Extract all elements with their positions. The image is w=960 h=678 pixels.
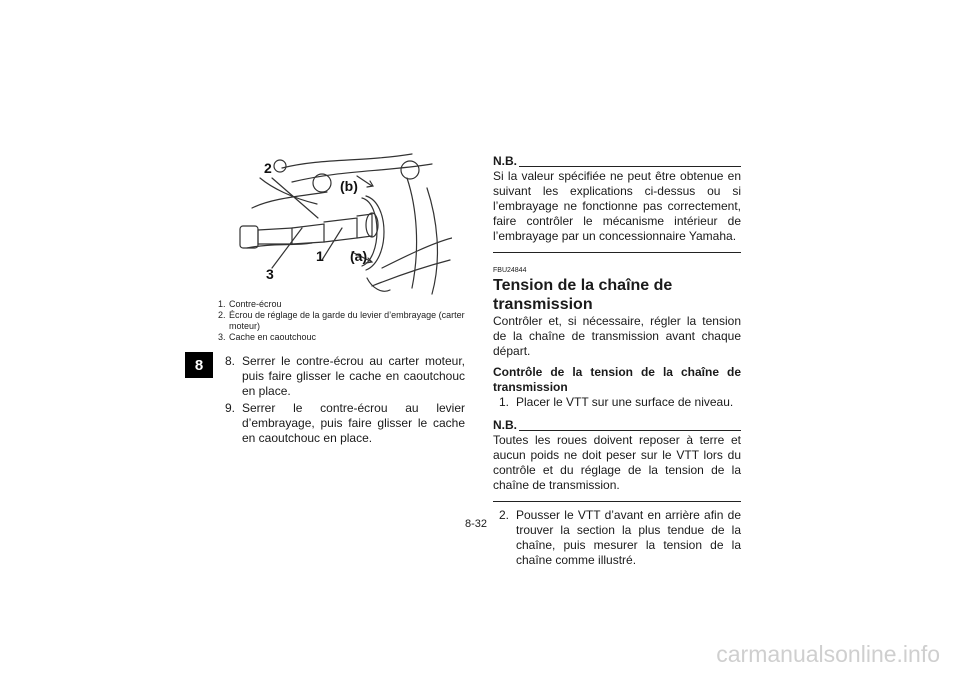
subsection-heading: Contrôle de la tension de la chaîne de transmission [493,365,741,394]
note-divider [493,252,741,253]
caption-item: 1. Contre-écrou [218,299,282,309]
note-heading: N.B. [493,154,741,169]
caption-item: 3. Cache en caoutchouc [218,332,317,342]
note-text: Toutes les roues doivent reposer à terre et aucun poids ne doit peser sur le VTT lors du contrôle et du réglage de la tension de la chaîne de transmission. [493,433,741,492]
note-heading: N.B. [493,418,741,433]
page-number: 8-32 [465,518,488,530]
watermark-text: carmanualsonline.info [716,641,940,667]
note-text: Si la valeur spécifiée ne peut être obtenue en suivant les explications ci-dessus ou si l’embrayage ne fonctionne pas correctement, faire contrôler le mécanisme intérieur de l’embrayage par un concessionnaire Yamaha. [493,169,741,243]
figure-label-3: 3 [266,266,274,282]
note-divider [493,501,741,502]
section-title: Tension de la chaîne de transmission [493,277,673,313]
figure-label-1: 1 [316,248,324,264]
figure-label-b: (b) [340,178,358,194]
procedure-steps-left [225,354,465,448]
step-item: 9. Serrer le contre-écrou au levier d’embrayage, puis faire glisser le cache en caoutchouc en place. [225,401,465,445]
step-item: 8. Serrer le contre-écrou au carter moteur, puis faire glisser le cache en caoutchouc en place. [225,354,465,398]
step-item: 1. Placer le VTT sur une surface de niveau. [499,395,734,409]
section-code: FBU24844 [493,267,527,274]
section-intro: Contrôler et, si nécessaire, régler la tension de la chaîne de transmission avant chaque départ. [493,314,741,358]
figure-label-2: 2 [264,160,272,176]
figure-label-a: (a) [350,248,368,264]
clutch-adjustment-illustration [232,148,452,296]
chapter-tab: 8 [185,352,213,378]
figure-captions [218,299,473,343]
right-column [493,154,741,568]
step-item: 2. Pousser le VTT d’avant en arrière afin de trouver la section la plus tendue de la chaîne, puis mesurer la tension de la chaîne comme illustré. [499,508,741,567]
caption-item: 2. Écrou de réglage de la garde du levier d’embrayage (carter moteur) [218,310,465,331]
